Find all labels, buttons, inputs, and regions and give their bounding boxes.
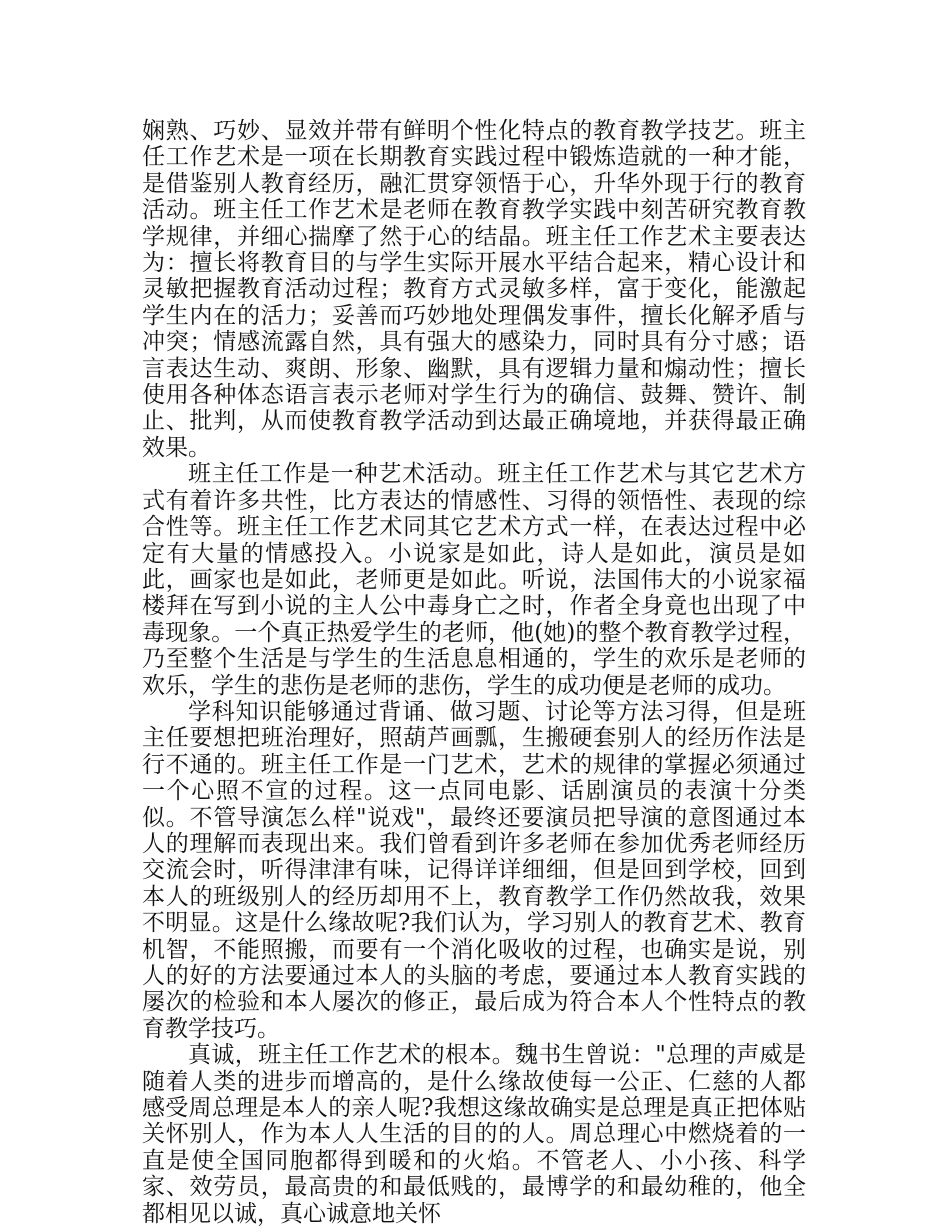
paragraph-4: 真诚，班主任工作艺术的根本。魏书生曾说："总理的声威是随着人类的进步而增高的，是什么缘故使每一公正、仁慈的人都感受周总理是本人的亲人呢?我想这缘故确实是总理是真正把体贴关怀别人，作为本人人生活的目的的人。周总理心中燃烧着的一直是使全国同胞都得到暖和的火焰。不管老人、小小孩、科学家、效劳员，最高贵的和最低贱的，最博学的和最幼稚的，他全都相见以诚，真心诚意地关怀 bbox=[142, 1042, 806, 1227]
paragraph-2: 班主任工作是一种艺术活动。班主任工作艺术与其它艺术方式有着许多共性，比方表达的情感性、习得的领悟性、表现的综合性等。班主任工作艺术同其它艺术方式一样，在表达过程中必定有大量的情感投入。小说家是如此，诗人是如此，演员是如此，画家也是如此，老师更是如此。听说，法国伟大的小说家福楼拜在写到小说的主人公中毒身亡之时，作者全身竟也出现了中毒现象。一个真正热爱学生的老师，他(她)的整个教育教学过程，乃至整个生活是与学生的生活息息相通的，学生的欢乐是老师的欢乐，学生的悲伤是老师的悲伤，学生的成功便是老师的成功。 bbox=[142, 461, 806, 699]
paragraph-1: 娴熟、巧妙、显效并带有鲜明个性化特点的教育教学技艺。班主任工作艺术是一项在长期教育实践过程中锻炼造就的一种才能，是借鉴别人教育经历，融汇贯穿领悟于心，升华外现于行的教育活动。班主任工作艺术是老师在教育教学实践中刻苦研究教育教学规律，并细心揣摩了然于心的结晶。班主任工作艺术主要表达为：擅长将教育目的与学生实际开展水平结合起来，精心设计和灵敏把握教育活动过程；教育方式灵敏多样，富于变化，能激起学生内在的活力；妥善而巧妙地处理偶发事件，擅长化解矛盾与冲突；情感流露自然，具有强大的感染力，同时具有分寸感；语言表达生动、爽朗、形象、幽默，具有逻辑力量和煽动性；擅长使用各种体态语言表示老师对学生行为的确信、鼓舞、赞许、制止、批判，从而使教育教学活动到达最正确境地，并获得最正确效果。 bbox=[142, 118, 806, 461]
paragraph-3: 学科知识能够通过背诵、做习题、讨论等方法习得，但是班主任要想把班治理好，照葫芦画瓢，生搬硬套别人的经历作法是行不通的。班主任工作是一门艺术，艺术的规律的掌握必须通过一个心照不宣的过程。这一点同电影、话剧演员的表演十分类似。不管导演怎么样"说戏"，最终还要演员把导演的意图通过本人的理解而表现出来。我们曾看到许多老师在参加优秀老师经历交流会时，听得津津有味，记得详详细细，但是回到学校，回到本人的班级别人的经历却用不上，教育教学工作仍然故我，效果不明显。这是什么缘故呢?我们认为，学习别人的教育艺术、教育机智，不能照搬，而要有一个消化吸收的过程，也确实是说，别人的好的方法要通过本人的头脑的考虑，要通过本人教育实践的屡次的检验和本人屡次的修正，最后成为符合本人个性特点的教育教学技巧。 bbox=[142, 698, 806, 1042]
body-text bbox=[142, 118, 806, 1227]
